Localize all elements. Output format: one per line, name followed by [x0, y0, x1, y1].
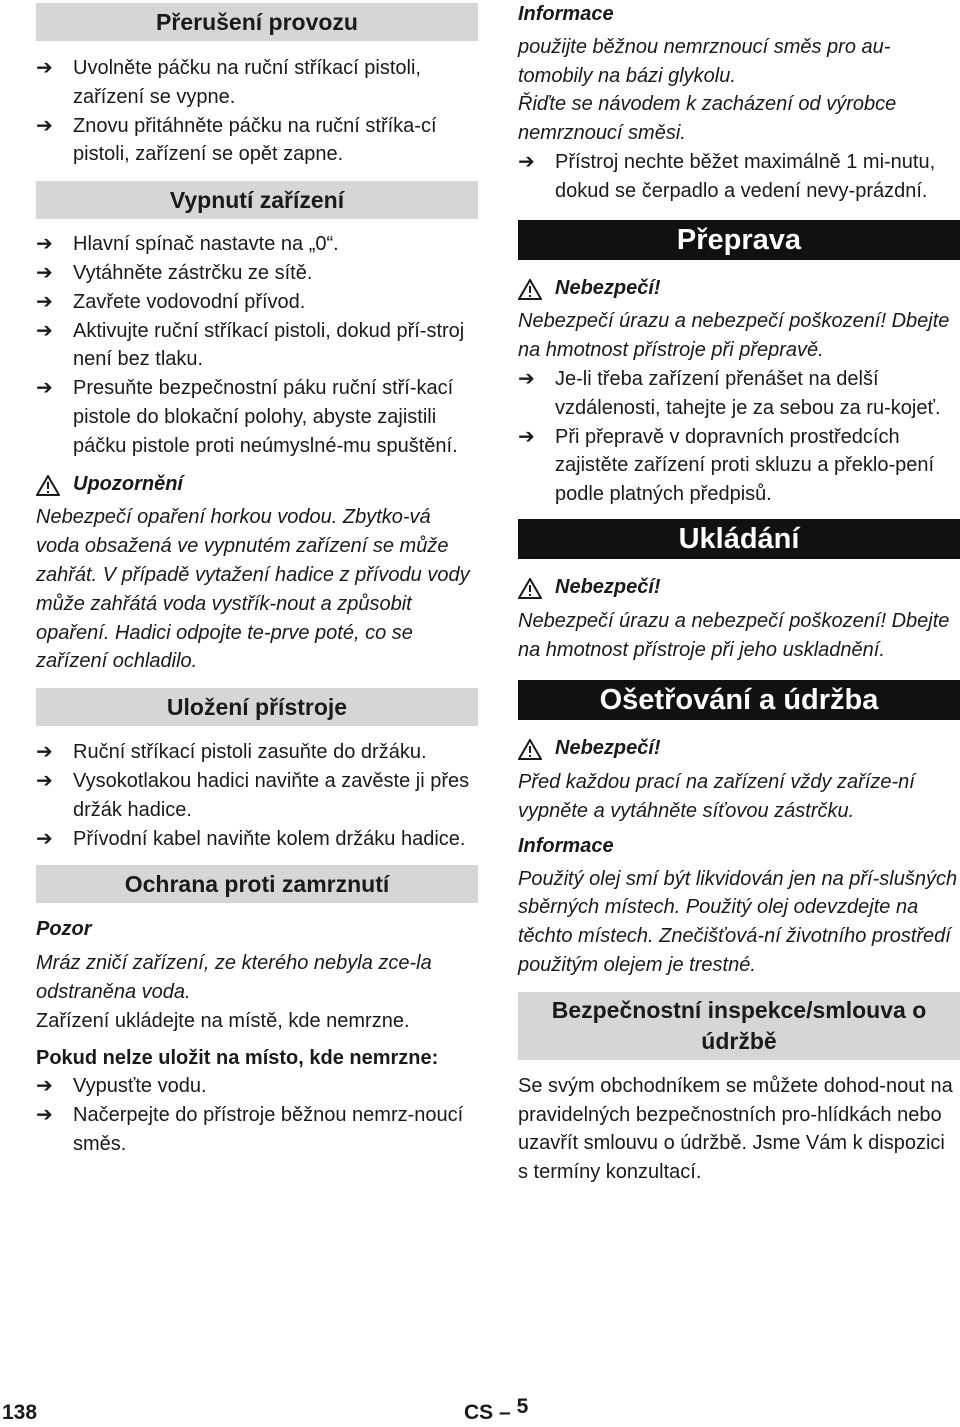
list-item: ➔ Zavřete vodovodní přívod.	[36, 288, 478, 317]
page-number-left: 138	[2, 1401, 38, 1424]
transport-steps	[518, 365, 960, 509]
shutdown-steps	[36, 230, 478, 460]
interruption-steps	[36, 54, 478, 169]
warning-triangle-icon	[518, 279, 542, 300]
warning-title: Upozornění	[36, 470, 478, 499]
list-item: ➔ Ruční stříkací pistoli zasuňte do držáku.	[36, 738, 478, 767]
arrow-icon: ➔	[36, 114, 53, 137]
info-text: použijte běžnou nemrznoucí směs pro au-tomobily na bázi glykolu.	[518, 35, 891, 87]
info-title: Informace	[518, 834, 614, 857]
heading-storage: Uložení přístroje	[36, 688, 478, 726]
arrow-icon: ➔	[36, 319, 53, 342]
inspection-text: Se svým obchodníkem se můžete dohod-nout na pravidelných bezpečnostních pro-hlídkách nebo uzavřít smlouvu o údržbě. Jsme Vám k dispozici s termíny konzultací.	[518, 1074, 953, 1184]
list-item: ➔ Načerpejte do přístroje běžnou nemrz-noucí směs.	[36, 1101, 478, 1159]
heading-frost-protection: Ochrana proti zamrznutí	[36, 865, 478, 903]
storage-steps	[36, 738, 478, 853]
arrow-icon: ➔	[36, 827, 53, 850]
list-item: ➔ Hlavní spínač nastavte na „0“.	[36, 230, 478, 259]
storage-note: Zařízení ukládejte na místě, kde nemrzne.	[36, 1009, 410, 1032]
antifreeze-steps	[518, 148, 960, 206]
page-footer-right	[464, 1395, 529, 1427]
frost-subheading: Pokud nelze uložit na místo, kde nemrzne:	[36, 1046, 439, 1069]
left-column	[36, 0, 478, 1159]
caution-title: Pozor	[36, 918, 92, 941]
arrow-icon: ➔	[36, 377, 53, 400]
danger-text: Nebezpečí úrazu a nebezpečí poškození! Dbejte na hmotnost přístroje při jeho uskladnění.	[518, 609, 950, 661]
arrow-icon: ➔	[36, 290, 53, 313]
list-item: ➔ Aktivujte ruční stříkací pistoli, dokud pří-stroj není bez tlaku.	[36, 317, 478, 375]
list-item: ➔ Znovu přitáhněte páčku na ruční stříka-cí pistoli, zařízení se opět zapne.	[36, 112, 478, 170]
list-item: ➔ Vysokotlakou hadici naviňte a zavěste ji přes držák hadice.	[36, 767, 478, 825]
list-item: ➔ Vypusťte vodu.	[36, 1072, 478, 1101]
danger-title: Nebezpečí!	[518, 573, 960, 602]
danger-title: Nebezpečí!	[518, 274, 960, 303]
frost-steps	[36, 1072, 478, 1158]
list-item: ➔ Presuňte bezpečnostní páku ruční stří-kací pistole do blokační polohy, abyste zajistili páčku pistole proti neúmyslné-mu spuštění.	[36, 374, 478, 460]
arrow-icon: ➔	[36, 769, 53, 792]
arrow-icon: ➔	[36, 1104, 53, 1127]
warning-text: Nebezpečí opaření horkou vodou. Zbytko-vá voda obsažená ve vypnutém zařízení se může zahřát. V případě vytažení hadice z přívodu vody může zahřátá voda vystřík-nout a způsobit opaření. Hadici odpojte te-prve poté, co se zařízení ochladilo.	[36, 506, 470, 673]
list-item: ➔ Přístroj nechte běžet maximálně 1 mi-nutu, dokud se čerpadlo a vedení nevy-prázdní.	[518, 148, 960, 206]
list-item: ➔ Uvolněte páčku na ruční stříkací pistoli, zařízení se vypne.	[36, 54, 478, 112]
heading-shutdown: Vypnutí zařízení	[36, 181, 478, 219]
info-text: Použitý olej smí být likvidován jen na pří-slušných sběrných místech. Použitý olej odevzdejte na těchto místech. Znečišťová-ní životního prostředí použitým olejem je trestné.	[518, 867, 958, 976]
warning-triangle-icon	[36, 475, 60, 496]
list-item: ➔ Je-li třeba zařízení přenášet na delší vzdálenosti, tahejte je za sebou za ru-kojeť.	[518, 365, 960, 423]
language-code: CS	[464, 1401, 494, 1424]
heading-transport: Přeprava	[518, 220, 960, 260]
danger-text: Nebezpečí úrazu a nebezpečí poškození! Dbejte na hmotnost přístroje při přepravě.	[518, 310, 950, 362]
arrow-icon: ➔	[36, 233, 53, 256]
caution-text: Mráz zničí zařízení, ze kterého nebyla zce-la odstraněna voda.	[36, 952, 432, 1003]
list-item: ➔ Přívodní kabel naviňte kolem držáku hadice.	[36, 825, 478, 854]
warning-triangle-icon	[518, 739, 542, 760]
info-title: Informace	[518, 3, 614, 25]
danger-text: Před každou prací na zařízení vždy zaříze-ní vypněte a vytáhněte síťovou zástrčku.	[518, 771, 915, 822]
heading-interruption: Přerušení provozu	[36, 3, 478, 41]
heading-inspection: Bezpečnostní inspekce/smlouva o údržbě	[518, 992, 960, 1060]
list-item: ➔ Vytáhněte zástrčku ze sítě.	[36, 259, 478, 288]
page-number-right: 5	[516, 1395, 529, 1418]
heading-storing: Ukládání	[518, 519, 960, 559]
heading-maintenance: Ošetřování a údržba	[518, 680, 960, 720]
arrow-icon: ➔	[36, 261, 53, 284]
danger-title: Nebezpečí!	[518, 734, 960, 763]
arrow-icon: ➔	[36, 1075, 53, 1098]
arrow-icon: ➔	[36, 741, 53, 764]
right-column	[518, 0, 960, 1187]
arrow-icon: ➔	[518, 425, 535, 448]
arrow-icon: ➔	[36, 57, 53, 79]
list-item: ➔ Při přepravě v dopravních prostředcích zajistěte zařízení proti skluzu a překlo-pení podle platných předpisů.	[518, 423, 960, 509]
info-text-2: Řiďte se návodem k zacházení od výrobce nemrznoucí směsi.	[518, 93, 897, 145]
arrow-icon: ➔	[518, 150, 535, 173]
arrow-icon: ➔	[518, 367, 535, 390]
warning-triangle-icon	[518, 578, 542, 599]
footer-dash: –	[499, 1401, 511, 1424]
